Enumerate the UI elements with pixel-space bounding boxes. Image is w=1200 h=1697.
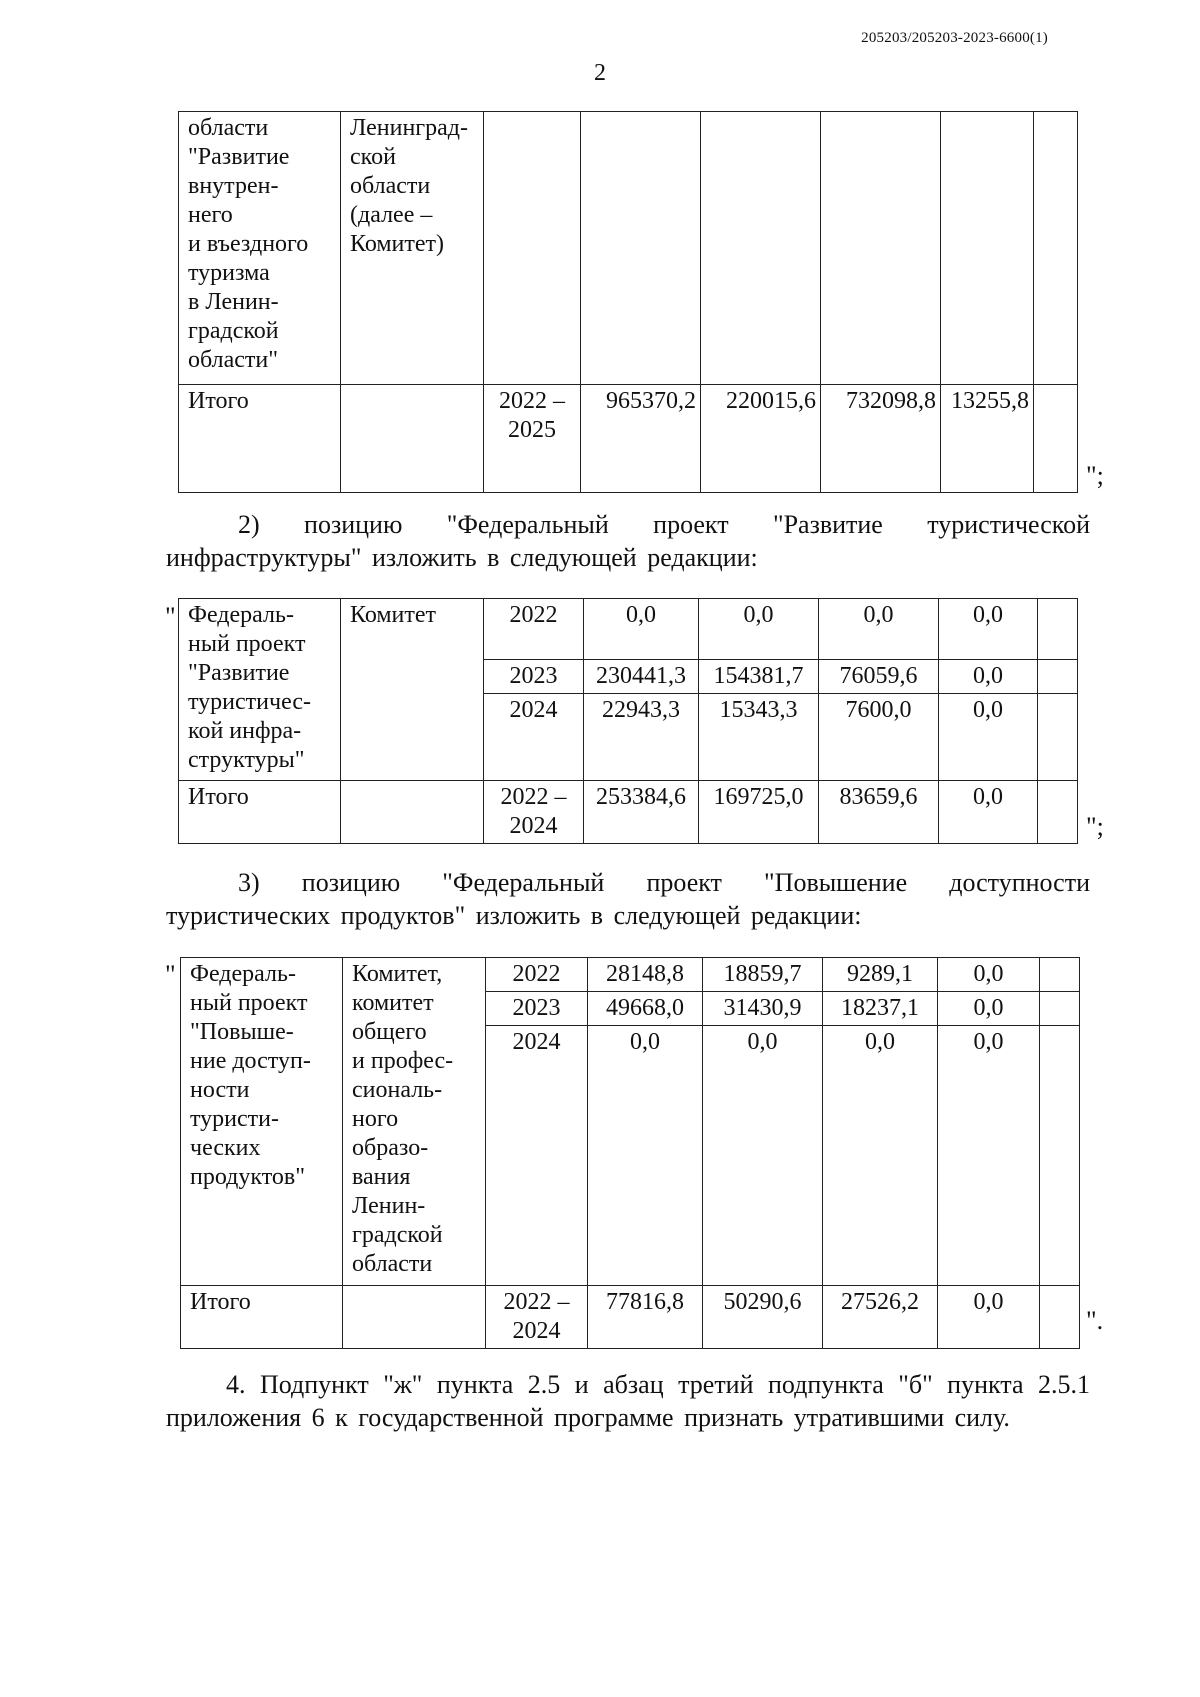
cell-value: 0,0 <box>939 599 1038 660</box>
cell-year: 2023 <box>486 992 588 1026</box>
cell-value: 0,0 <box>703 1026 823 1286</box>
cell-value: 965370,2 <box>581 385 701 493</box>
paragraph-item-4: 4. Подпункт "ж" пункта 2.5 и абзац третий подпункта "б" пункта 2.5.1 приложения 6 к государственной программе признать утратившими силу. <box>166 1370 1090 1432</box>
cell-value: 22943,3 <box>584 694 699 781</box>
cell-executor: Ленинград- ской области (далее – Комитет) <box>341 112 484 385</box>
cell-value: 18859,7 <box>703 958 823 992</box>
closing-quote: "; <box>1086 461 1104 490</box>
cell-value: 31430,9 <box>703 992 823 1026</box>
cell-value: 9289,1 <box>823 958 938 992</box>
cell-value: 49668,0 <box>588 992 703 1026</box>
cell-value: 83659,6 <box>819 781 939 844</box>
cell-value: 154381,7 <box>699 660 819 694</box>
cell-project-name: Федераль- ный проект "Повыше- ние доступ- ности туристи- ческих продуктов" <box>181 958 343 1286</box>
table-row <box>181 958 1080 992</box>
cell-value: 0,0 <box>939 781 1038 844</box>
cell-value: 77816,8 <box>588 1286 703 1349</box>
cell-year: 2022 <box>486 958 588 992</box>
cell-value: 18237,1 <box>823 992 938 1026</box>
page-number: 2 <box>594 60 606 86</box>
cell-value: 15343,3 <box>699 694 819 781</box>
cell-value: 230441,3 <box>584 660 699 694</box>
table-row-total <box>181 1286 1080 1349</box>
cell-value: 0,0 <box>823 1026 938 1286</box>
cell-value: 253384,6 <box>584 781 699 844</box>
cell-year: 2022 <box>484 599 584 660</box>
table-row-total <box>179 781 1078 844</box>
cell-value: 0,0 <box>699 599 819 660</box>
closing-quote: "; <box>1086 812 1104 841</box>
cell-value: 0,0 <box>938 1286 1040 1349</box>
cell-value: 7600,0 <box>819 694 939 781</box>
cell-value: 50290,6 <box>703 1286 823 1349</box>
cell-value: 0,0 <box>939 694 1038 781</box>
cell-total-label: Итого <box>181 1286 343 1349</box>
cell-value: 220015,6 <box>701 385 821 493</box>
cell-value: 0,0 <box>938 958 1040 992</box>
cell-value: 76059,6 <box>819 660 939 694</box>
cell-year: 2023 <box>484 660 584 694</box>
cell-executor: Комитет <box>341 599 484 781</box>
table-row-total <box>179 385 1078 493</box>
cell-total-label: Итого <box>179 385 341 493</box>
cell-value: 0,0 <box>939 660 1038 694</box>
cell-period: 2022 – 2024 <box>484 781 584 844</box>
cell-value: 0,0 <box>588 1026 703 1286</box>
cell-total-label: Итого <box>179 781 341 844</box>
closing-quote: ". <box>1086 1306 1104 1335</box>
cell-value: 0,0 <box>819 599 939 660</box>
cell-year: 2024 <box>484 694 584 781</box>
table-tourist-infrastructure <box>178 598 1078 844</box>
cell-period: 2022 – 2025 <box>484 385 581 493</box>
cell-value: 732098,8 <box>821 385 941 493</box>
table-row <box>179 599 1078 660</box>
opening-quote: " <box>165 960 176 989</box>
cell-value: 0,0 <box>938 992 1040 1026</box>
cell-program-name: области "Развитие внутрен- него и въездного туризма в Ленин- градской области" <box>179 112 341 385</box>
cell-value: 28148,8 <box>588 958 703 992</box>
cell-value: 0,0 <box>938 1026 1040 1286</box>
cell-value: 13255,8 <box>941 385 1034 493</box>
cell-year: 2024 <box>486 1026 588 1286</box>
cell-value: 0,0 <box>584 599 699 660</box>
cell-value: 169725,0 <box>699 781 819 844</box>
document-id: 205203/205203-2023-6600(1) <box>861 30 1048 46</box>
table-tourism-program-continued <box>178 111 1078 493</box>
paragraph-item-2: 2) позицию "Федеральный проект "Развитие туристической инфраструктуры" изложить в следующей редакции: <box>166 510 1090 572</box>
cell-project-name: Федераль- ный проект "Развитие туристичес- кой инфра- структуры" <box>179 599 341 781</box>
opening-quote: " <box>165 602 176 631</box>
table-row <box>179 112 1078 385</box>
cell-value: 27526,2 <box>823 1286 938 1349</box>
paragraph-item-3: 3) позицию "Федеральный проект "Повышение доступности туристических продуктов" изложить в следующей редакции: <box>166 868 1090 930</box>
table-tourist-products-accessibility <box>180 957 1080 1349</box>
cell-period: 2022 – 2024 <box>486 1286 588 1349</box>
cell-executor: Комитет, комитет общего и профес- сиональ- ного образо- вания Ленин- градской области <box>343 958 486 1286</box>
